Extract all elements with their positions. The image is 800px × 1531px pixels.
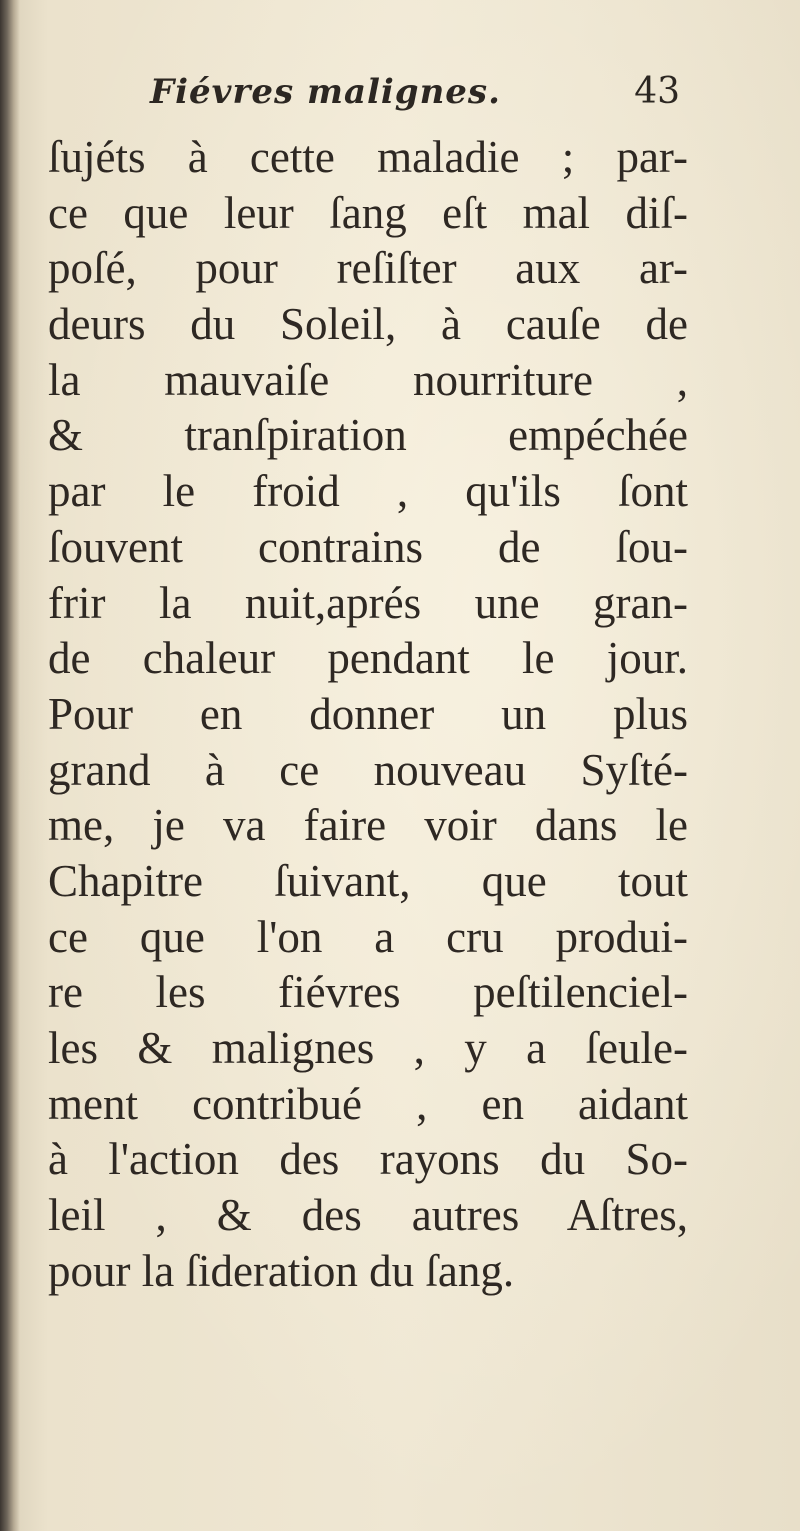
text-line: ment contribué , en aidant xyxy=(48,1078,688,1129)
text-line: & tranſpiration empéchée xyxy=(48,410,688,461)
text-line: grand à ce nouveau Syſté- xyxy=(48,744,688,795)
text-line: Chapitre ſuivant, que tout xyxy=(48,855,688,906)
text-line: pour la ſideration du ſang. xyxy=(48,1245,515,1296)
running-title: Fiévres malignes. xyxy=(150,72,501,112)
text-line: ſouvent contrains de ſou- xyxy=(48,521,688,572)
body-text xyxy=(48,130,688,1299)
binding-gutter xyxy=(0,0,20,1531)
text-line: par le froid , qu'ils ſont xyxy=(48,466,688,517)
text-line: me, je va faire voir dans le xyxy=(48,800,688,851)
page-header xyxy=(150,70,710,120)
text-line: la mauvaiſe nourriture , xyxy=(48,354,688,405)
text-line: re les fiévres peſtilenciel- xyxy=(48,967,688,1018)
text-line: de chaleur pendant le jour. xyxy=(48,633,688,684)
text-line: deurs du Soleil, à cauſe de xyxy=(48,299,688,350)
text-line: frir la nuit,aprés une gran- xyxy=(48,577,688,628)
text-line: leil , & des autres Aſtres, xyxy=(48,1190,688,1241)
text-line: ſujéts à cette maladie ; par- xyxy=(48,132,688,182)
text-line: les & malignes , y a ſeule- xyxy=(48,1023,688,1073)
page-number: 43 xyxy=(634,71,680,112)
text-line: à l'action des rayons du So- xyxy=(48,1134,688,1185)
text-line: ce que l'on a cru produi- xyxy=(48,911,688,962)
text-line: ce que leur ſang eſt mal diſ- xyxy=(48,187,688,238)
text-line: Pour en donner un plus xyxy=(48,688,688,739)
text-line: poſé, pour reſiſter aux ar- xyxy=(48,243,688,294)
